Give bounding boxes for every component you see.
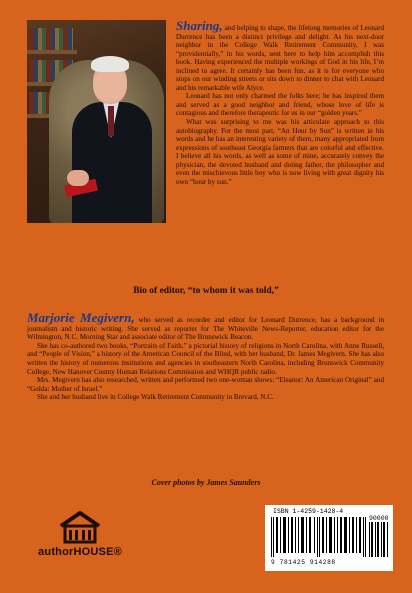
author-photo (27, 20, 166, 223)
price-code: 90000 (369, 515, 389, 522)
barcode (265, 505, 393, 571)
publisher-name: authorHOUSE® (38, 546, 122, 558)
ean-number: 9 781425 914288 (271, 559, 336, 566)
man-hair (91, 56, 129, 72)
foreword-paragraph: Leonard has not only charmed the folks here; he has inspired them and served as a good neighbor and friend, whose love of life is contagious and therefore therapeutic for us in our “golden years.” (176, 92, 384, 118)
foreword-paragraph: What was surprising to me was his articulate approach to this autobiography. For the most part, “An Hour by Sun” is written in his words and he has an interesting variety of them, many appropriated from expressions of southeast Georgia farmers that are colorful and effective. I believe all his words, as well as some of mine, accurately convey the physician, the devoted husband and doting father, the philosopher and even the mischievous little boy who is now living with great dignity his own “hour by sun.” (176, 118, 384, 186)
editor-bio (27, 310, 384, 402)
bio-paragraph: Marjorie Megivern, who served as recorder and editor for Leonard Durrence, has a background in journalism and historic writing. She served as reporter for The Whiteville News-Reporter, education editor for the Wilmington, N.C. Morning Star and associate editor of The Brunswick Beacon. (27, 310, 384, 342)
lead-word: Sharing, (176, 18, 223, 33)
foreword-text (176, 18, 384, 186)
bookshelf (27, 50, 77, 54)
man-tie (108, 106, 114, 136)
bio-paragraph: Mrs. Megivern has also researched, written and performed two one-woman shows: “Eleanor: An American Original” and “Golda: Mother of Israel.” (27, 376, 384, 393)
photo-credit: Cover photos by James Saunders (151, 478, 261, 487)
books (29, 28, 73, 50)
man-hand (67, 170, 89, 186)
bio-heading: Bio of editor, “to whom it was told,” (133, 286, 279, 296)
supplement-bars (369, 522, 389, 557)
barcode-bars (271, 517, 367, 557)
isbn-label: ISBN 1-4259-1428-4 (273, 508, 344, 515)
publisher-logo (25, 510, 135, 570)
house-logo-icon (55, 510, 105, 544)
bio-paragraph: She and her husband live in College Walk Retirement Community in Brevard, N.C. (37, 393, 274, 402)
foreword-paragraph: Sharing, and helping to shape, the lifelong memories of Leonard Durrence has been a distinct privilege and delight. As his next-door neighbor in the College Walk Retirement Community, I was “providentially,” in his words, sent here to help him accomplish this book. Having experienced the multiple workings of God in his life, I’m inclined to agree. It certainly has been fun, as it is for everyone who stops on our winding streets or sits down to dinner to chat with Leonard and his remarkable wife Alyce. (176, 18, 384, 92)
bio-paragraph: She has co-authored two books, “Portraits of Faith,” a pictorial history of religions in North Carolina, with Anne Russell, and “People of Vision,” a history of the American Council of the Blind, with her husband, Dr. James Megivern. She has also written the history of numerous institutions and agencies in southeastern North Carolina, including Brunswick Community College, New Hanover County Human Relations Commission and WHQR public radio. (27, 341, 384, 376)
editor-name: Marjorie Megivern, (27, 310, 135, 325)
